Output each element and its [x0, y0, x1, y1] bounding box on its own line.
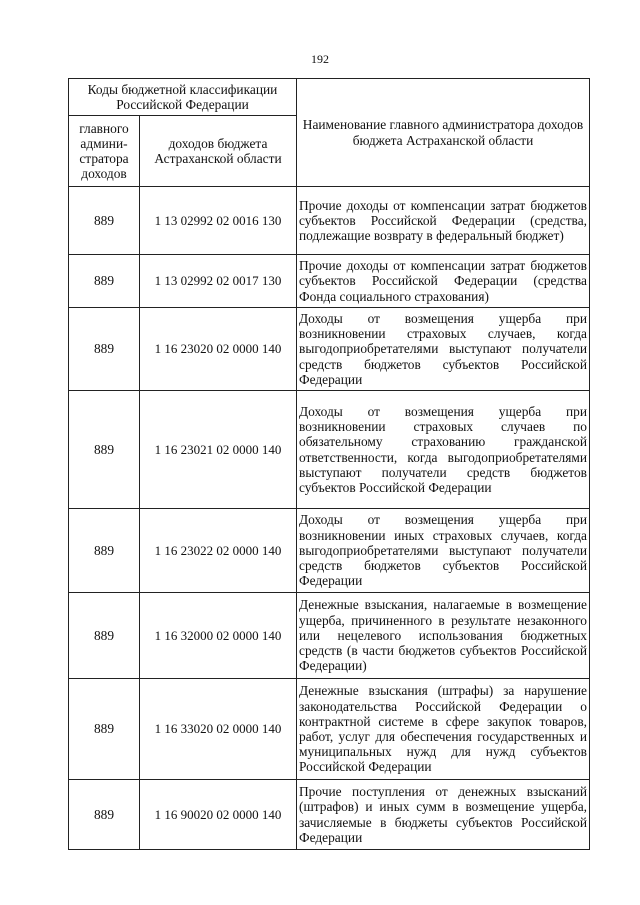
budget-codes-table [68, 78, 590, 850]
admin-code-cell: 889 [69, 255, 140, 308]
table-row [69, 187, 590, 255]
table-body [69, 187, 590, 850]
income-name-cell: Доходы от возмещения ущерба при возникновении страховых случаев, когда выгодоприобретателями выступают получатели средств бюджетов субъектов Российской Федерации [297, 308, 590, 391]
income-name-cell: Денежные взыскания (штрафы) за нарушение законодательства Российской Федерации о контрактной системе в сфере закупок товаров, работ, услуг для обеспечения государственных и муниципальных нужд для нужд субъектов Российской Федерации [297, 679, 590, 780]
admin-code-cell: 889 [69, 593, 140, 679]
admin-code-cell: 889 [69, 391, 140, 509]
income-code-cell: 1 13 02992 02 0017 130 [140, 255, 297, 308]
admin-code-cell: 889 [69, 780, 140, 850]
table-row [69, 593, 590, 679]
table-row [69, 391, 590, 509]
income-code-cell: 1 13 02992 02 0016 130 [140, 187, 297, 255]
income-code-cell: 1 16 23022 02 0000 140 [140, 509, 297, 593]
table-row [69, 509, 590, 593]
income-name-cell: Прочие поступления от денежных взысканий (штрафов) и иных сумм в возмещение ущерба, зачисляемые в бюджеты субъектов Российской Федерации [297, 780, 590, 850]
admin-code-cell: 889 [69, 679, 140, 780]
income-code-header: доходов бюджета Астраханской области [140, 116, 297, 187]
income-code-cell: 1 16 32000 02 0000 140 [140, 593, 297, 679]
table-row [69, 308, 590, 391]
income-name-cell: Прочие доходы от компенсации затрат бюджетов субъектов Российской Федерации (средства Фонда социального страхования) [297, 255, 590, 308]
codes-group-header: Коды бюджетной классификации Российской Федерации [69, 79, 297, 116]
income-code-cell: 1 16 90020 02 0000 140 [140, 780, 297, 850]
table-row [69, 780, 590, 850]
admin-code-header: главного админи-стратора доходов [69, 116, 140, 187]
table-header [69, 79, 590, 187]
income-code-cell: 1 16 23021 02 0000 140 [140, 391, 297, 509]
admin-code-cell: 889 [69, 308, 140, 391]
income-name-cell: Доходы от возмещения ущерба при возникновении страховых случаев по обязательному страхованию гражданской ответственности, когда выгодоприобретателями выступают получатели средств бюджетов субъектов Российской Федерации [297, 391, 590, 509]
page-number: 192 [311, 52, 329, 66]
income-name-cell: Прочие доходы от компенсации затрат бюджетов субъектов Российской Федерации (средства, подлежащие возврату в федеральный бюджет) [297, 187, 590, 255]
income-name-cell: Денежные взыскания, налагаемые в возмещение ущерба, причиненного в результате незаконного или нецелевого использования бюджетных средств (в части бюджетов субъектов Российской Федерации) [297, 593, 590, 679]
income-code-cell: 1 16 23020 02 0000 140 [140, 308, 297, 391]
table-row [69, 679, 590, 780]
administrator-name-header: Наименование главного администратора доходов бюджета Астраханской области [297, 79, 590, 187]
table-row [69, 255, 590, 308]
income-code-cell: 1 16 33020 02 0000 140 [140, 679, 297, 780]
admin-code-cell: 889 [69, 509, 140, 593]
admin-code-cell: 889 [69, 187, 140, 255]
income-name-cell: Доходы от возмещения ущерба при возникновении иных страховых случаев, когда выгодоприобретателями выступают получатели средств бюджетов субъектов Российской Федерации [297, 509, 590, 593]
